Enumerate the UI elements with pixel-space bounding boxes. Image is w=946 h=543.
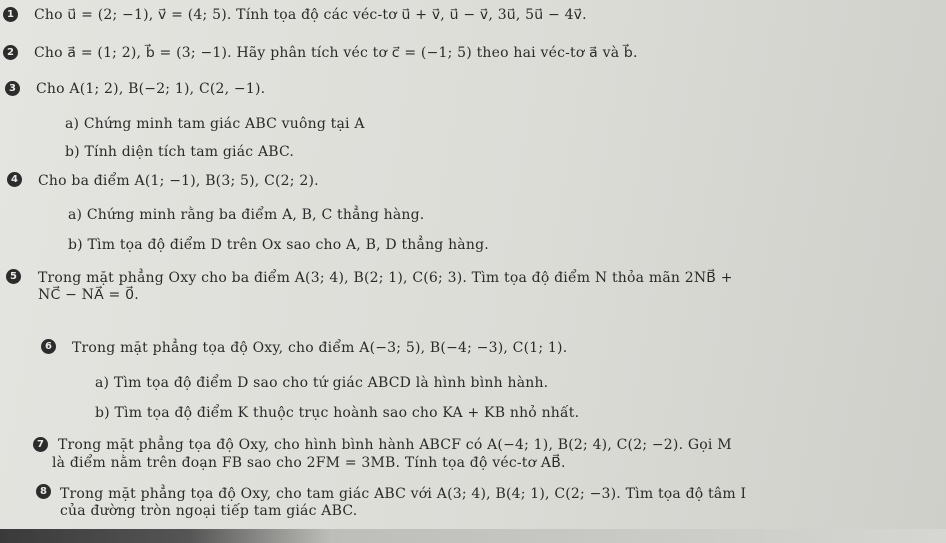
exercise-1-text: Cho u⃗ = (2; −1), v⃗ = (4; 5). Tính tọa độ các véc-tơ u⃗ + v⃗, u⃗ − v⃗, 3u⃗, 5u⃗ − 4v⃗. xyxy=(34,7,587,23)
exercise-2-text: Cho a⃗ = (1; 2), b⃗ = (3; −1). Hãy phân tích véc tơ c⃗ = (−1; 5) theo hai véc-tơ a⃗ và b⃗. xyxy=(34,45,638,61)
exercise-6-part-a: a) Tìm tọa độ điểm D sao cho tứ giác ABCD là hình bình hành. xyxy=(95,375,549,391)
exercise-number-badge: 8 xyxy=(36,484,51,499)
exercise-number-badge: 1 xyxy=(3,7,18,22)
exercise-number-badge: 6 xyxy=(41,339,56,354)
exercise-6-part-b: b) Tìm tọa độ điểm K thuộc trục hoành sao cho KA + KB nhỏ nhất. xyxy=(95,405,580,421)
exercise-4-part-a: a) Chứng minh rằng ba điểm A, B, C thẳng hàng. xyxy=(68,207,425,223)
exercise-7-text: Trong mặt phẳng tọa độ Oxy, cho hình bình hành ABCF có A(−4; 1), B(2; 4), C(2; −2). Gọi M xyxy=(58,437,732,453)
exercise-8-text-cont: của đường tròn ngoại tiếp tam giác ABC. xyxy=(60,503,358,519)
exercise-3-text: Cho A(1; 2), B(−2; 1), C(2, −1). xyxy=(36,81,266,97)
exercise-7-text-cont: là điểm nằm trên đoạn FB sao cho 2FM = 3MB. Tính tọa độ véc-tơ AB⃗. xyxy=(52,455,566,471)
exercise-5-text: Trong mặt phẳng Oxy cho ba điểm A(3; 4), B(2; 1), C(6; 3). Tìm tọa độ điểm N thỏa mãn 2NB⃗ + xyxy=(38,270,733,286)
exercise-8-text: Trong mặt phẳng tọa độ Oxy, cho tam giác ABC với A(3; 4), B(4; 1), C(2; −3). Tìm tọa độ tâm I xyxy=(60,486,747,502)
exercise-6-text: Trong mặt phẳng tọa độ Oxy, cho điểm A(−3; 5), B(−4; −3), C(1; 1). xyxy=(72,340,568,356)
page-bottom-edge xyxy=(0,529,946,543)
exercise-number-badge: 5 xyxy=(6,269,21,284)
exercise-4-text: Cho ba điểm A(1; −1), B(3; 5), C(2; 2). xyxy=(38,173,319,189)
exercise-3-part-b: b) Tính diện tích tam giác ABC. xyxy=(65,144,295,160)
exercise-4-part-b: b) Tìm tọa độ điểm D trên Ox sao cho A, B, D thẳng hàng. xyxy=(68,237,489,253)
exercise-3-part-a: a) Chứng minh tam giác ABC vuông tại A xyxy=(65,116,365,132)
exercise-number-badge: 4 xyxy=(7,172,22,187)
exercise-number-badge: 3 xyxy=(5,81,20,96)
exercise-5-text-cont: NC⃗ − NA⃗ = 0⃗. xyxy=(38,287,139,303)
exercise-number-badge: 2 xyxy=(3,45,18,60)
exercise-number-badge: 7 xyxy=(33,437,48,452)
